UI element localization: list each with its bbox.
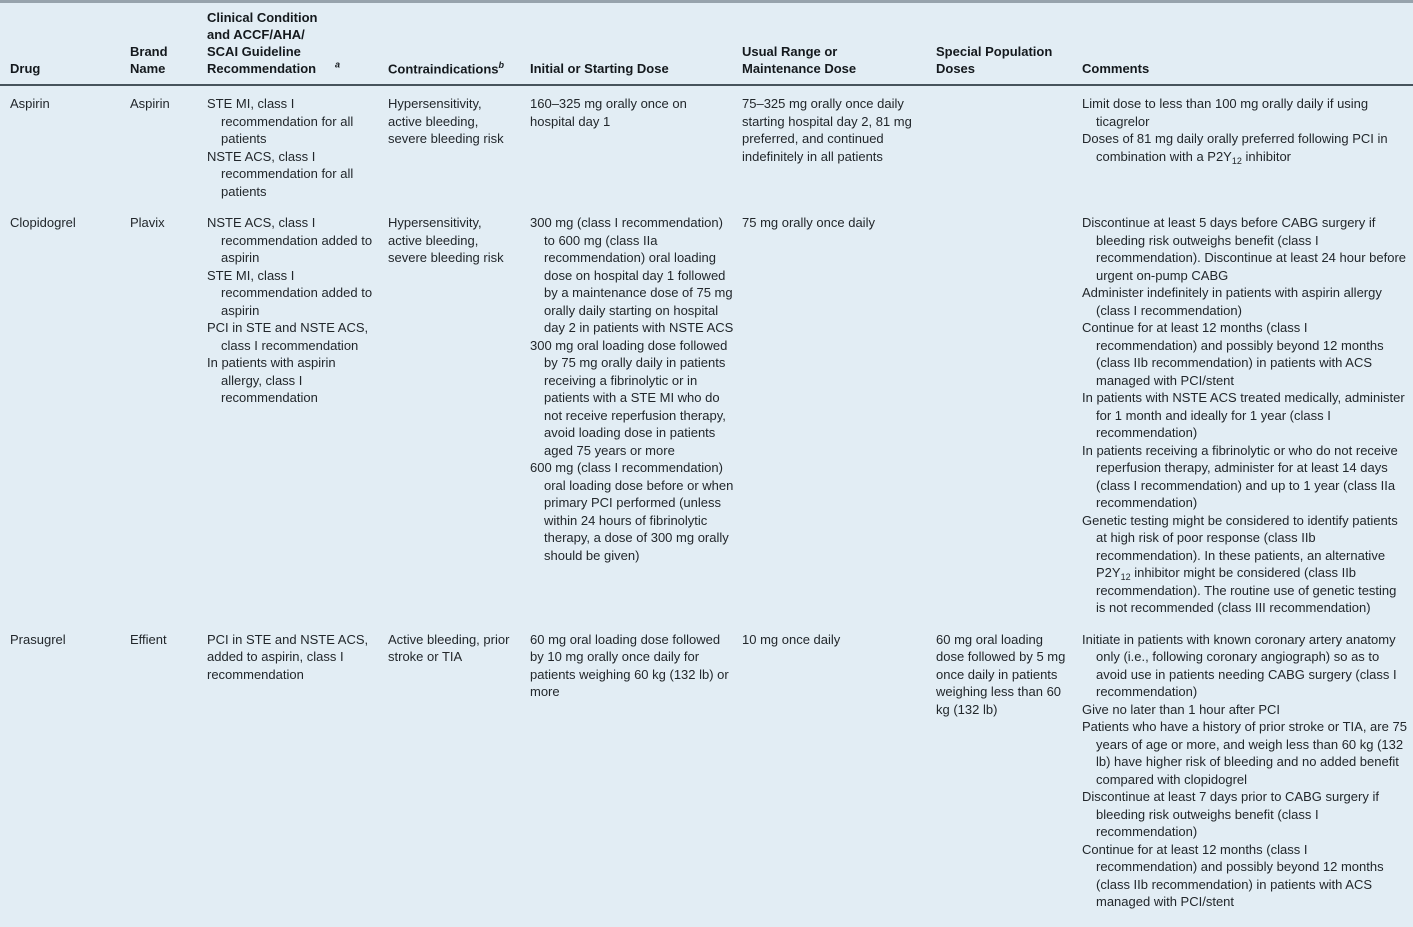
table-body (0, 86, 1413, 916)
cell-contraindications (388, 95, 530, 148)
cell-paragraph: Aspirin (10, 96, 50, 111)
cell-paragraph: Administer indefinitely in patients with aspirin allergy (class I recommendation) (1082, 285, 1382, 318)
cell-paragraph: In patients with aspirin allergy, class I recommendation (207, 355, 336, 405)
cell-initial_dose (530, 214, 742, 564)
cell-initial_dose (530, 95, 742, 130)
header-row (0, 3, 1413, 86)
cell-paragraph: Discontinue at least 5 days before CABG surgery if bleeding risk outweighs benefit (class I recommendation). Discontinue at least 24 hour before urgent on-pump CABG (1082, 215, 1407, 283)
cell-paragraph: Prasugrel (10, 631, 66, 647)
cell-usual_range (742, 631, 936, 649)
column-header-usual_range (742, 43, 936, 77)
cell-paragraph: 60 mg oral loading dose followed by 5 mg once daily in patients weighing less than 60 kg (132 lb) (936, 631, 1066, 717)
drug-row-prasugrel (0, 622, 1413, 916)
cell-paragraph: Limit dose to less than 100 mg orally daily if using ticagrelor (1082, 96, 1369, 129)
cell-special_population (936, 631, 1082, 719)
column-header-label: Clinical Condition and ACCF/AHA/ SCAI Guideline Recommendation (207, 10, 318, 76)
cell-paragraph: 60 mg oral loading dose followed by 10 mg orally once daily for patients weighing 60 kg (132 lb) or more (530, 631, 729, 699)
cell-paragraph: PCI in STE and NSTE ACS, added to aspirin, class I recommendation (207, 631, 369, 682)
column-header-clinical (207, 9, 388, 77)
cell-paragraph: In patients with NSTE ACS treated medically, administer for 1 month and ideally for 1 year (class I recommendation) (1082, 390, 1405, 440)
drug-row-clopidogrel (0, 205, 1413, 622)
cell-paragraph: Hypersensitivity, active bleeding, severe bleeding risk (388, 215, 504, 265)
cell-paragraph: Doses of 81 mg daily orally preferred following PCI in combination with a $P2Y_{12}$ inhibitor (1082, 131, 1388, 166)
cell-drug (10, 95, 130, 113)
cell-paragraph: Clopidogrel (10, 215, 76, 230)
cell-contraindications (388, 631, 530, 666)
cell-paragraph: Aspirin (130, 96, 170, 111)
cell-paragraph: 160–325 mg orally once on hospital day 1 (530, 96, 687, 129)
cell-clinical (207, 631, 388, 684)
column-header-label: Comments (1082, 61, 1150, 76)
column-header-contraindications (388, 57, 530, 77)
cell-paragraph: Effient (130, 631, 167, 647)
cell-drug (10, 214, 130, 232)
cell-paragraph: Genetic testing might be considered to identify patients at high risk of poor response (class IIb recommendation). In these patients, an alternative $P2Y_{12}$ inhibitor might be considered (class IIb recommendation). The routine use of genetic testing is not recommended (class III recommendation) (1082, 512, 1398, 615)
cell-usual_range (742, 95, 936, 165)
cell-comments (1082, 631, 1413, 911)
cell-paragraph: 10 mg once daily (742, 631, 841, 647)
cell-paragraph: Hypersensitivity, active bleeding, severe bleeding risk (388, 96, 504, 146)
cell-paragraph: Give no later than 1 hour after PCI (1082, 701, 1280, 717)
cell-brand (130, 95, 207, 113)
cell-paragraph: NSTE ACS, class I recommendation added to aspirin (207, 215, 373, 265)
cell-paragraph: In patients receiving a fibrinolytic or who do not receive reperfusion therapy, administer for at least 14 days (class I recommendation) and up to 1 year (class IIa recommendation) (1082, 442, 1398, 510)
cell-paragraph: STE MI, class I recommendation added to aspirin (207, 267, 373, 318)
cell-paragraph: 600 mg (class I recommendation) oral loading dose before or when primary PCI performed (unless within 24 hours of fibrinolytic therapy, a dose of 300 mg orally should be given) (530, 460, 734, 563)
cell-comments (1082, 214, 1413, 617)
column-header-label: Drug (10, 61, 41, 76)
column-header-label: Contraindications (388, 61, 499, 76)
column-header-special_population (936, 43, 1082, 77)
column-header-label: Brand Name (130, 44, 168, 76)
cell-paragraph: Plavix (130, 215, 165, 230)
cell-usual_range (742, 214, 936, 232)
cell-brand (130, 631, 207, 649)
cell-paragraph: Initiate in patients with known coronary artery anatomy only (i.e., following coronary angiograph) so as to avoid use in patients needing CABG surgery (class I recommendation) (1082, 631, 1397, 699)
cell-paragraph: 75 mg orally once daily (742, 215, 875, 230)
cell-paragraph: STE MI, class I recommendation for all patients (207, 96, 354, 146)
cell-brand (130, 214, 207, 232)
p2y12-subscript: 12 (1120, 572, 1131, 582)
column-header-label: Initial or Starting Dose (530, 61, 669, 76)
cell-paragraph: Discontinue at least 7 days prior to CABG surgery if bleeding risk outweighs benefit (class I recommendation) (1082, 789, 1379, 839)
footnote-marker: b (498, 59, 505, 70)
column-header-drug (10, 60, 130, 77)
cell-paragraph: PCI in STE and NSTE ACS, class I recommendation (207, 320, 369, 353)
cell-paragraph: 75–325 mg orally once daily starting hospital day 2, 81 mg preferred, and continued indefinitely in all patients (742, 96, 912, 164)
cell-paragraph: Continue for at least 12 months (class I recommendation) and possibly beyond 12 months (class IIb recommendation) in patients with ACS managed with PCI/stent (1082, 841, 1384, 909)
column-header-label: Special Population Doses (936, 44, 1053, 76)
cell-paragraph: Patients who have a history of prior stroke or TIA, are 75 years of age or more, and weigh less than 60 kg (132 lb) have higher risk of bleeding and no added benefit compared with clopidogrel (1082, 719, 1407, 787)
column-header-brand (130, 43, 207, 77)
footnote-marker: a (335, 59, 341, 70)
cell-paragraph: Active bleeding, prior stroke or TIA (388, 631, 510, 664)
cell-contraindications (388, 214, 530, 267)
cell-initial_dose (530, 631, 742, 701)
cell-paragraph: Continue for at least 12 months (class I recommendation) and possibly beyond 12 months (class IIb recommendation) in patients with ACS managed with PCI/stent (1082, 320, 1384, 388)
cell-drug (10, 631, 130, 649)
cell-paragraph: 300 mg (class I recommendation) to 600 mg (class IIa recommendation) oral loading dose on hospital day 1 followed by a maintenance dose of 75 mg orally daily starting on hospital day 2 in patients with NSTE ACS (530, 215, 734, 335)
p2y12-subscript: 12 (1231, 155, 1242, 166)
cell-clinical (207, 214, 388, 407)
drug-row-aspirin (0, 86, 1413, 205)
cell-paragraph: NSTE ACS, class I recommendation for all patients (207, 148, 354, 199)
cell-comments (1082, 95, 1413, 165)
cell-clinical (207, 95, 388, 200)
column-header-comments (1082, 60, 1413, 77)
cell-paragraph: 300 mg oral loading dose followed by 75 mg orally daily in patients receiving a fibrinolytic or in patients with a STE MI who do not receive reperfusion therapy, avoid loading dose in patients aged 75 years or more (530, 337, 728, 458)
column-header-label: Usual Range or Maintenance Dose (742, 44, 857, 76)
column-header-initial_dose (530, 60, 742, 77)
